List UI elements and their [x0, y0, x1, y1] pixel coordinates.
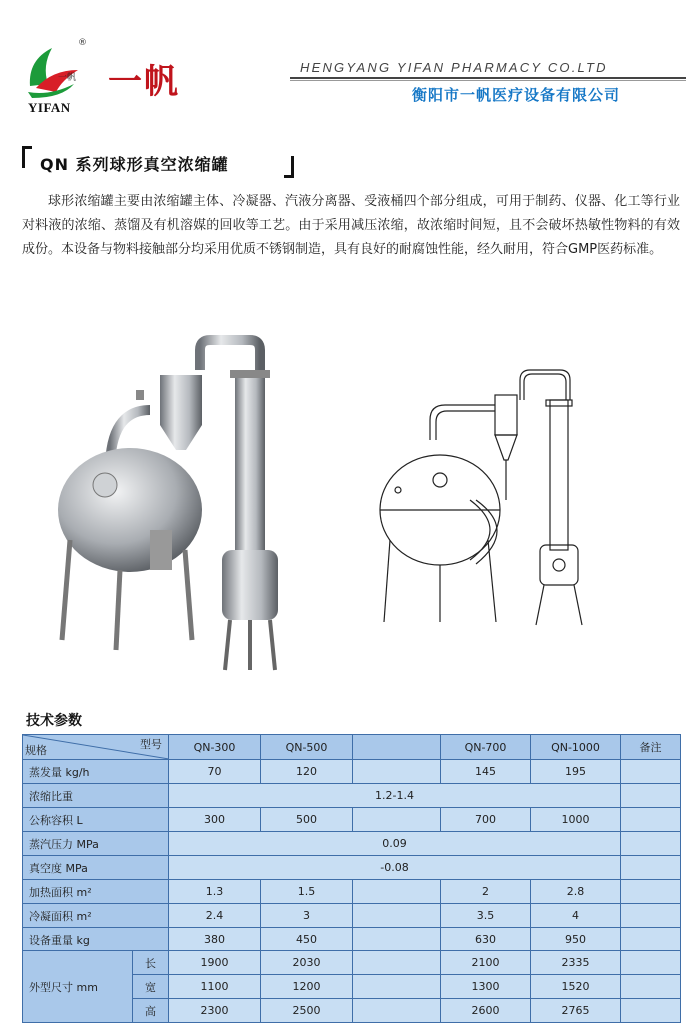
cell: 700	[441, 808, 531, 832]
table-row	[23, 856, 681, 880]
dimension-table	[22, 950, 681, 1023]
section-title-block	[22, 146, 302, 178]
cell	[353, 880, 441, 904]
cell	[353, 999, 441, 1023]
row-label: 蒸发量 kg/h	[23, 760, 169, 784]
cell-remark	[621, 784, 681, 808]
cell: 145	[441, 760, 531, 784]
cell: 4	[531, 904, 621, 928]
table-row	[23, 832, 681, 856]
cell: 195	[531, 760, 621, 784]
header-col: QN-300	[169, 735, 261, 760]
header-col: QN-1000	[531, 735, 621, 760]
cell-remark	[621, 975, 681, 999]
cell: 1100	[169, 975, 261, 999]
header-divider	[290, 77, 686, 79]
table-row	[23, 880, 681, 904]
cell-remark	[621, 880, 681, 904]
header-col: QN-700	[441, 735, 531, 760]
company-name-cn: 衡阳市一帆医疗设备有限公司	[412, 86, 621, 104]
cell: 120	[261, 760, 353, 784]
cell-remark	[621, 760, 681, 784]
row-label: 加热面积 m²	[23, 880, 169, 904]
header-spec-label: 规格	[25, 744, 47, 757]
cell: 2300	[169, 999, 261, 1023]
cell-remark	[621, 808, 681, 832]
cell: 2030	[261, 951, 353, 975]
cell: 2.4	[169, 904, 261, 928]
cell: 1520	[531, 975, 621, 999]
cell: 1200	[261, 975, 353, 999]
table-row	[23, 760, 681, 784]
cell: 2100	[441, 951, 531, 975]
cell	[353, 904, 441, 928]
merged-cell: 0.09	[169, 832, 621, 856]
company-logo	[22, 40, 94, 124]
cell: 2335	[531, 951, 621, 975]
cell: 1.5	[261, 880, 353, 904]
cell: 450	[261, 928, 353, 952]
merged-cell: 1.2-1.4	[169, 784, 621, 808]
cell: 300	[169, 808, 261, 832]
cell-remark	[621, 999, 681, 1023]
cell-remark	[621, 856, 681, 880]
dims-sub-label: 高	[133, 999, 169, 1023]
cell: 1900	[169, 951, 261, 975]
product-drawing	[370, 360, 620, 640]
cell	[353, 951, 441, 975]
cell-remark	[621, 904, 681, 928]
header-divider-thin	[290, 80, 686, 81]
cell	[353, 928, 441, 952]
cell: 3.5	[441, 904, 531, 928]
cell: 3	[261, 904, 353, 928]
table-row	[23, 928, 681, 952]
cell-remark	[621, 832, 681, 856]
dims-label: 外型尺寸 mm	[23, 951, 133, 1023]
cell: 2.8	[531, 880, 621, 904]
header-corner-cell	[23, 735, 169, 760]
row-label: 真空度 MPa	[23, 856, 169, 880]
cell	[353, 808, 441, 832]
company-name-en: HENGYANG YIFAN PHARMACY CO.LTD	[300, 60, 608, 75]
table-row	[23, 951, 681, 975]
cell: 500	[261, 808, 353, 832]
table-title: 技术参数	[26, 713, 82, 729]
header-col	[353, 735, 441, 760]
cell: 1300	[441, 975, 531, 999]
dims-sub-label: 宽	[133, 975, 169, 999]
cell: 950	[531, 928, 621, 952]
cell: 1000	[531, 808, 621, 832]
row-label: 设备重量 kg	[23, 928, 169, 952]
table-row	[23, 904, 681, 928]
header-col: QN-500	[261, 735, 353, 760]
table-header-row	[23, 735, 681, 760]
header-model-label: 型号	[140, 738, 162, 751]
cell: 2765	[531, 999, 621, 1023]
table-row	[23, 784, 681, 808]
logo-wordmark: YIFAN	[28, 100, 71, 115]
merged-cell: -0.08	[169, 856, 621, 880]
row-label: 浓缩比重	[23, 784, 169, 808]
row-label: 公称容积 L	[23, 808, 169, 832]
brand-name: 一帆	[108, 62, 180, 102]
cell: 2	[441, 880, 531, 904]
page-title: QN 系列球形真空浓缩罐	[40, 155, 229, 174]
cell-remark	[621, 951, 681, 975]
registered-mark: ®	[78, 38, 87, 48]
title-bracket-left	[22, 146, 32, 168]
table-row	[23, 808, 681, 832]
logo-small-text: 一帆	[58, 73, 77, 83]
cell-remark	[621, 928, 681, 952]
product-description: 球形浓缩罐主要由浓缩罐主体、冷凝器、汽液分离器、受液桶四个部分组成，可用于制药、仪器、化工等行业对料液的浓缩、蒸馏及有机溶媒的回收等工艺。由于采用减压浓缩，故浓缩时间短，且不会破坏热敏性物料的有效成份。本设备与物料接触部分均采用优质不锈钢制造，具有良好的耐腐蚀性能，经久耐用，符合GMP医药标准。	[22, 194, 680, 257]
cell: 2600	[441, 999, 531, 1023]
product-photo	[50, 330, 310, 690]
dims-sub-label: 长	[133, 951, 169, 975]
row-label: 冷凝面积 m²	[23, 904, 169, 928]
cell	[353, 760, 441, 784]
header-col: 备注	[621, 735, 681, 760]
title-bracket-right	[284, 156, 294, 178]
cell: 630	[441, 928, 531, 952]
cell: 70	[169, 760, 261, 784]
cell: 2500	[261, 999, 353, 1023]
spec-table	[22, 734, 681, 952]
cell	[353, 975, 441, 999]
cell: 380	[169, 928, 261, 952]
cell: 1.3	[169, 880, 261, 904]
row-label: 蒸汽压力 MPa	[23, 832, 169, 856]
